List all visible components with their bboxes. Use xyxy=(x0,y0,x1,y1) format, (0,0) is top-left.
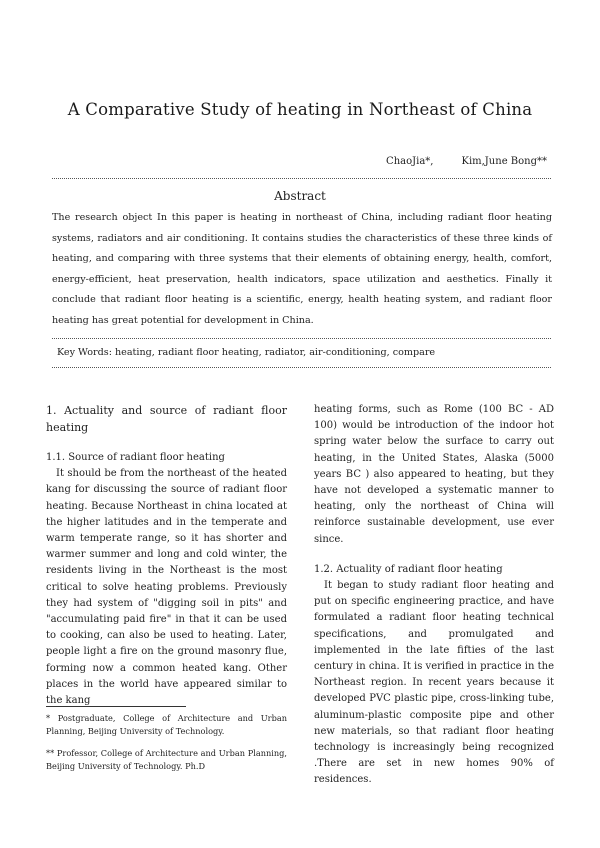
divider-keywords-bottom xyxy=(52,367,551,368)
footnote-2: ** Professor, College of Architecture and Urban Planning, Beijing University of Technology. Ph.D xyxy=(46,747,287,772)
divider-top xyxy=(52,178,551,179)
author-line xyxy=(386,156,547,167)
left-column xyxy=(46,402,287,709)
paper-title: A Comparative Study of heating in Northeast of China xyxy=(67,100,533,119)
section-1-2-text: It began to study radiant floor heating and put on specific engineering practice, and have formulated a radiant floor heating technical specifications, and promulgated and implemented in the late fifties of the last century in china. It is verified in practice in the Northeast region. In recent years because it developed PVC plastic pipe, cross-linking tube, aluminum-plastic composite pipe and other new materials, so that radiant floor heating technology is increasingly being recognized .There are set in new homes 90% of residences. xyxy=(314,580,554,786)
footnote-rule xyxy=(46,706,186,707)
footnote-1: * Postgraduate, College of Architecture and Urban Planning, Beijing University of Technology. xyxy=(46,713,287,737)
section-1-1-text-left: It should be from the northeast of the heated kang for discussing the source of radiant floor heating. Because Northeast in china located at the higher latitudes and in the temperate and warm temperate range, so it has shorter and warmer summer and long and cold winter, the residents living in the Northeast is the most critical to solve heating problems. Previously they had system of "digging soil in pits" and "accumulating paid fire" in that it can be used to cooking, can also be used to heating. Later, people light a fire on the ground masonry flue, forming now a common heated kang. Other places in the world have appeared similar to the kang xyxy=(46,468,287,707)
footnotes xyxy=(46,711,287,774)
right-column xyxy=(314,402,554,789)
abstract-text: The research object In this paper is heating in northeast of China, including radiant floor heating systems, radiators and air conditioning. It contains studies the characteristics of these three kinds of heating, and comparing with three systems that their elements of obtaining energy, health, comfort, energy-efficient, heat preservation, health indicators, space utilization and aesthetics. Finally it conclude that radiant floor heating is a scientific, energy, health heating system, and radiant floor heating has great potential for development in China. xyxy=(52,212,552,326)
abstract-heading: Abstract xyxy=(274,189,326,203)
section-1-1-text-right: heating forms, such as Rome (100 BC - AD 100) would be introduction of the indoor hot spring water below the surface to carry out heating, in the United States, Alaska (5000 years BC ) also appeared to heating, but they have not developed a systematic manner to heating, only the northeast of China will reinforce sustainable development, use ever since. xyxy=(314,404,554,545)
divider-keywords-top xyxy=(52,338,551,339)
section-1-1-heading: 1.1. Source of radiant floor heating xyxy=(46,452,225,463)
section-1-heading: 1. Actuality and source of radiant floor heating xyxy=(46,404,287,434)
author-2: Kim,June Bong** xyxy=(461,156,547,167)
keywords-line: Key Words: heating, radiant floor heating, radiator, air-conditioning, compare xyxy=(57,347,436,358)
author-1: ChaoJia*, xyxy=(386,156,434,167)
section-1-2-heading: 1.2. Actuality of radiant floor heating xyxy=(314,563,503,575)
